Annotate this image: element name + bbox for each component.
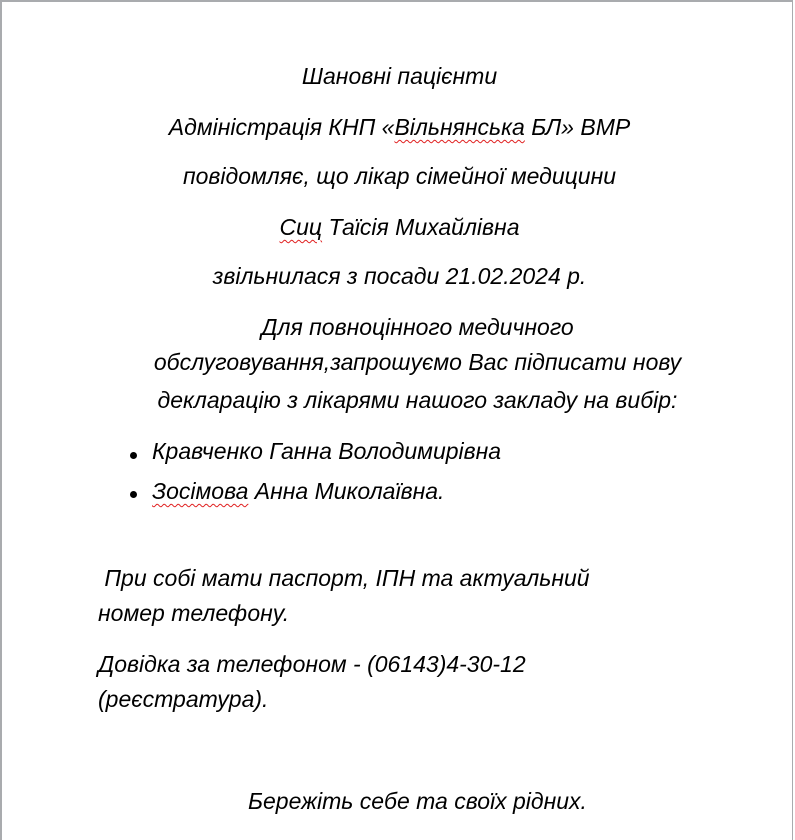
documents-line-1: При собі мати паспорт, ІПН та актуальний: [98, 565, 590, 591]
spellcheck-word: Вільнянська: [394, 114, 525, 140]
invite-line-1: Для повноцінного медичного: [261, 314, 574, 340]
bullet-icon: [130, 452, 137, 459]
greeting: Шановні пацієнти: [301, 63, 498, 89]
spellcheck-word: Зосімова: [152, 478, 249, 504]
text: Анна Миколаївна.: [248, 478, 445, 504]
doctor-list-item: Кравченко Ганна Володимирівна: [152, 438, 502, 464]
doctor-list-item: [152, 477, 444, 505]
phone-line-1: Довідка за телефоном - (06143)4-30-12: [98, 651, 526, 677]
text: Таїсія Михайлівна: [322, 214, 520, 240]
text: Адміністрація КНП «: [168, 114, 395, 140]
invite-line-2: обслуговування,запрошуємо Вас підписати нову: [153, 349, 682, 375]
documents-line-2: номер телефону.: [98, 600, 290, 626]
spellcheck-word: Сиц: [279, 214, 323, 240]
phone-line-2: (реєстратура).: [98, 686, 269, 712]
announcement-line: повідомляє, що лікар сімейної медицини: [182, 163, 617, 189]
text: БЛ» ВМР: [524, 114, 631, 140]
invite-line-3: декларацію з лікарями нашого закладу на вибір:: [157, 387, 678, 413]
administration-line: [2, 113, 795, 141]
bullet-icon: [130, 491, 137, 498]
closing-line: Бережіть себе та своїх рідних.: [248, 788, 587, 814]
doctor-name: [2, 213, 795, 241]
dismissal-line: звільнилася з посади 21.02.2024 р.: [212, 263, 587, 289]
